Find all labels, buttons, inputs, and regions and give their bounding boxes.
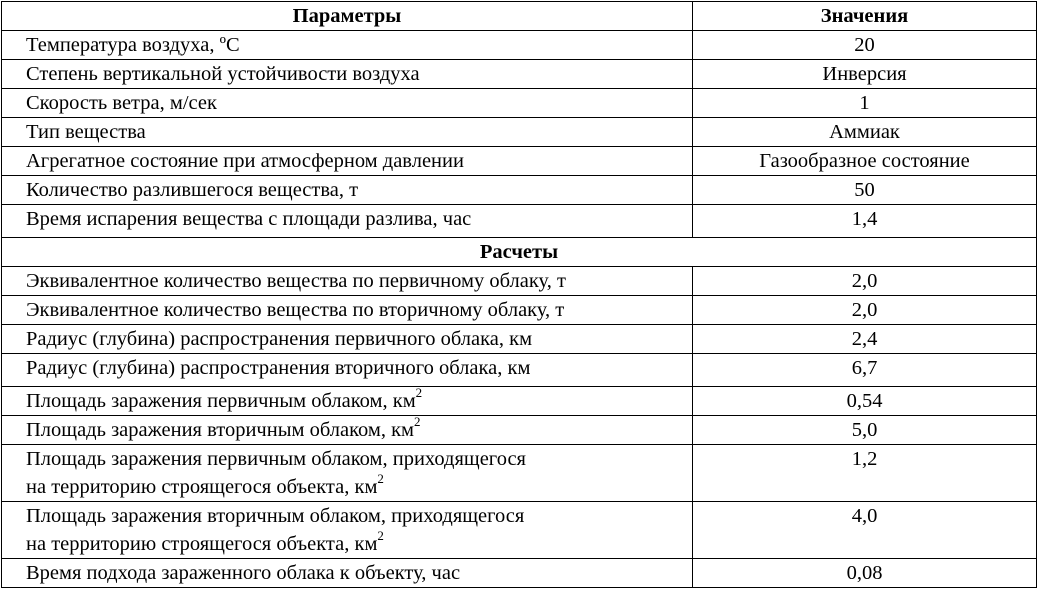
- param-cell: Эквивалентное количество вещества по вторичному облаку, т: [2, 296, 693, 325]
- value-cell: 4,0: [693, 502, 1037, 559]
- section-title: Расчеты: [2, 238, 1037, 267]
- superscript: 2: [377, 528, 384, 544]
- table-row: [2, 387, 1037, 416]
- table-row: [2, 60, 1037, 89]
- param-cell: Агрегатное состояние при атмосферном давлении: [2, 147, 693, 176]
- param-cell: [2, 387, 693, 416]
- param-cell: [2, 416, 693, 445]
- value-cell: 2,4: [693, 325, 1037, 354]
- value-cell: 1: [693, 89, 1037, 118]
- param-cell: Радиус (глубина) распространения вторичного облака, км: [2, 354, 693, 387]
- table-row: [2, 559, 1037, 588]
- header-parameters: Параметры: [2, 2, 693, 31]
- param-line-2: [26, 473, 686, 501]
- param-cell: Скорость ветра, м/сек: [2, 89, 693, 118]
- value-cell: Аммиак: [693, 118, 1037, 147]
- value-cell: 2,0: [693, 267, 1037, 296]
- table-row: [2, 325, 1037, 354]
- param-text: Площадь заражения вторичным облаком, км: [26, 419, 415, 441]
- superscript: 2: [377, 471, 384, 487]
- value-cell: 1,4: [693, 205, 1037, 238]
- superscript: 2: [414, 415, 421, 430]
- table-row: [2, 354, 1037, 387]
- param-line-1: Площадь заражения вторичным облаком, приходящегося: [26, 505, 525, 527]
- param-cell: [2, 502, 693, 559]
- param-cell: [2, 445, 693, 502]
- param-line-2: [26, 530, 686, 558]
- table-row: [2, 502, 1037, 559]
- table-row: [2, 31, 1037, 60]
- param-cell: Температура воздуха, ºС: [2, 31, 693, 60]
- param-text: Площадь заражения первичным облаком, км: [26, 390, 416, 412]
- value-cell: 0,54: [693, 387, 1037, 416]
- table-row: [2, 118, 1037, 147]
- value-cell: 0,08: [693, 559, 1037, 588]
- table-header-row: [2, 2, 1037, 31]
- value-cell: 1,2: [693, 445, 1037, 502]
- value-cell: 50: [693, 176, 1037, 205]
- table-row: [2, 445, 1037, 502]
- value-cell: Инверсия: [693, 60, 1037, 89]
- table-row: [2, 416, 1037, 445]
- param-cell: Степень вертикальной устойчивости воздуха: [2, 60, 693, 89]
- table-row: [2, 267, 1037, 296]
- value-cell: 6,7: [693, 354, 1037, 387]
- param-text: на территорию строящегося объекта, км: [26, 476, 378, 498]
- value-cell: 2,0: [693, 296, 1037, 325]
- param-cell: Время испарения вещества с площади разлива, час: [2, 205, 693, 238]
- param-cell: Тип вещества: [2, 118, 693, 147]
- value-cell: 20: [693, 31, 1037, 60]
- section-row: [2, 238, 1037, 267]
- param-text: на территорию строящегося объекта, км: [26, 533, 378, 555]
- param-cell: Время подхода зараженного облака к объекту, час: [2, 559, 693, 588]
- parameters-table: [1, 1, 1037, 588]
- header-values: Значения: [693, 2, 1037, 31]
- param-cell: Радиус (глубина) распространения первичного облака, км: [2, 325, 693, 354]
- value-cell: 5,0: [693, 416, 1037, 445]
- param-line-1: Площадь заражения первичным облаком, приходящегося: [26, 448, 526, 470]
- param-cell: Количество разлившегося вещества, т: [2, 176, 693, 205]
- table-row: [2, 89, 1037, 118]
- value-cell: Газообразное состояние: [693, 147, 1037, 176]
- table-row: [2, 205, 1037, 238]
- table-row: [2, 147, 1037, 176]
- table-row: [2, 296, 1037, 325]
- superscript: 2: [415, 386, 423, 401]
- param-cell: Эквивалентное количество вещества по первичному облаку, т: [2, 267, 693, 296]
- table-row: [2, 176, 1037, 205]
